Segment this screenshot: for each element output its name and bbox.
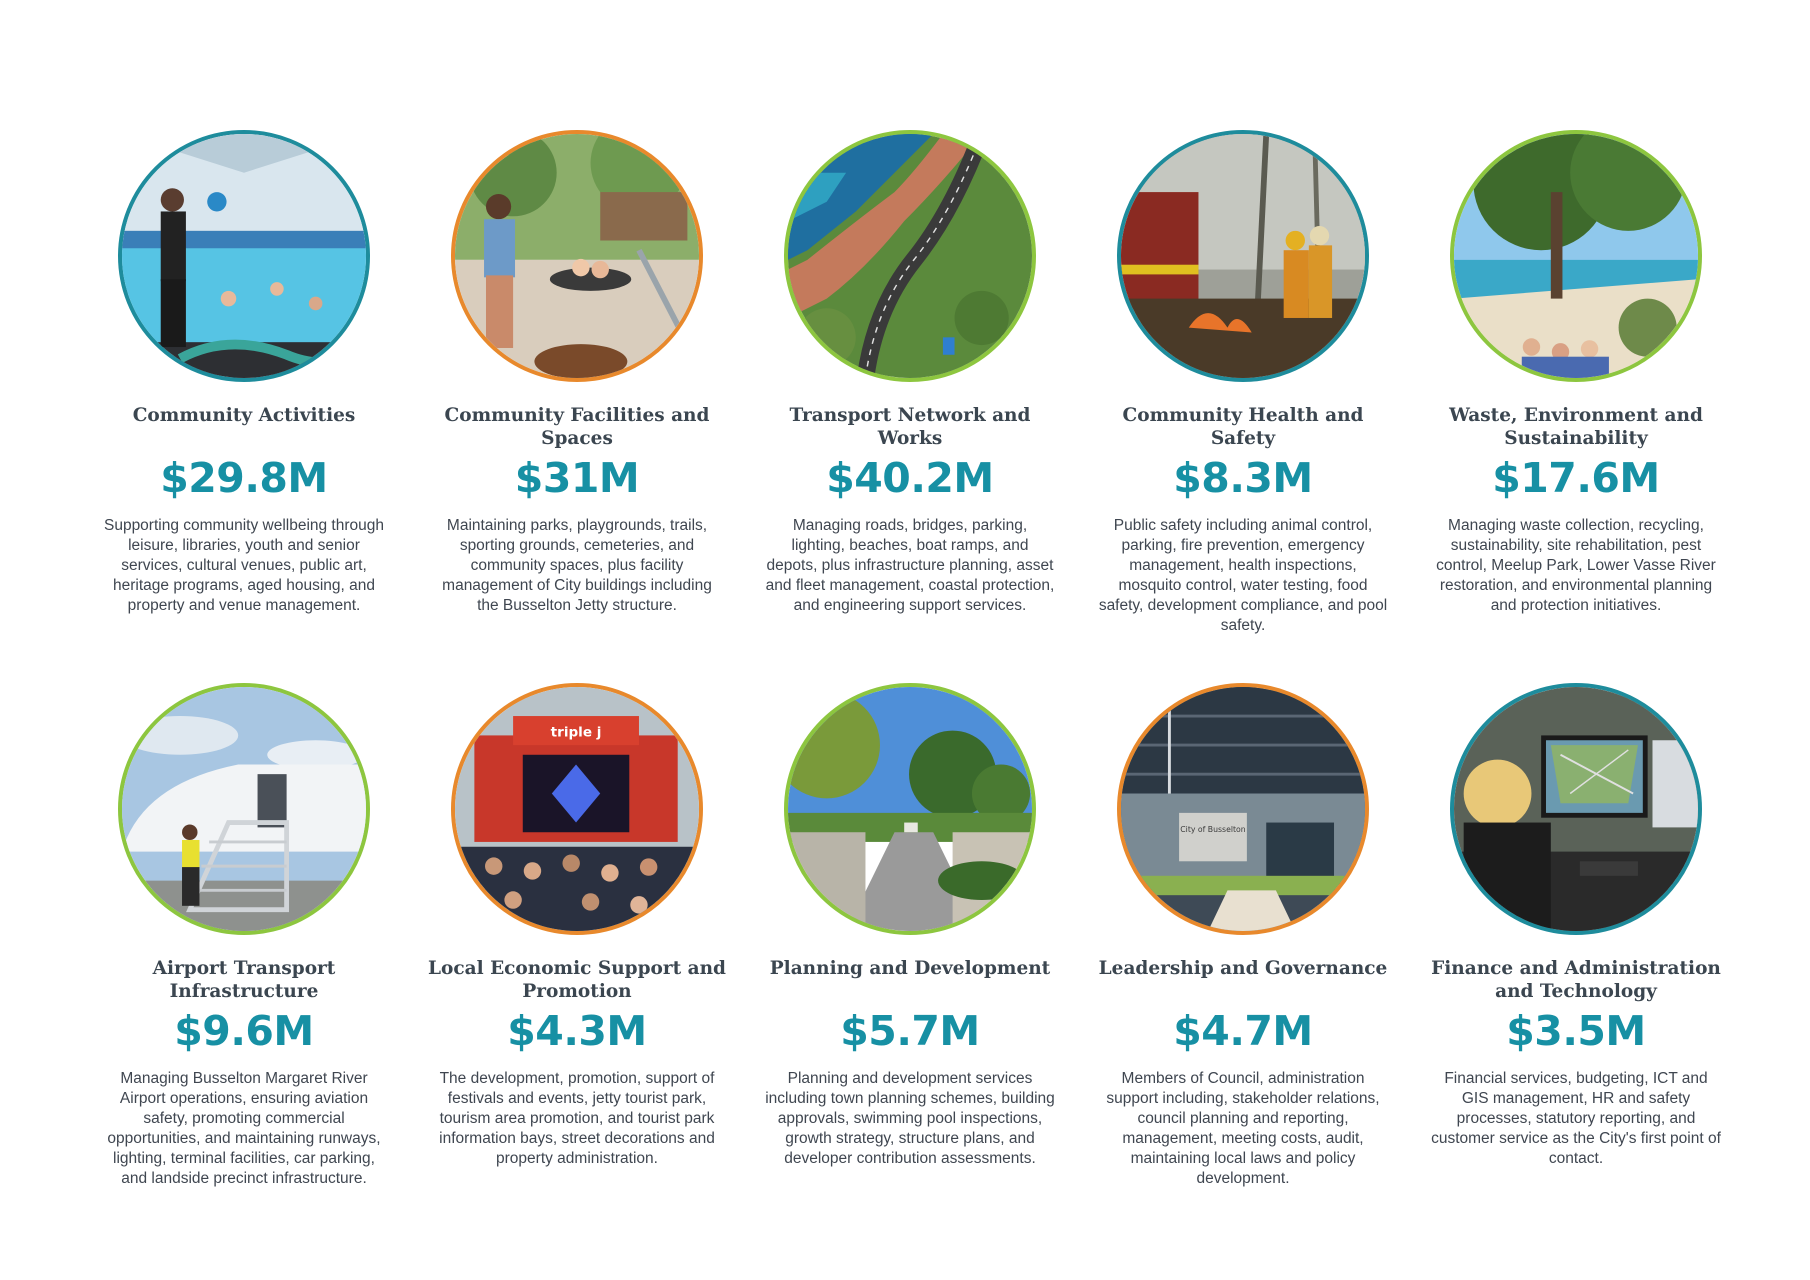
card-title: Community Health and Safety xyxy=(1122,405,1364,449)
budget-amount: $3.5M xyxy=(1506,1007,1646,1055)
card-description: Planning and development services including town planning schemes, building approvals, swimming pool inspections, growth strategy, structure plans, and developer contribution assessments. xyxy=(765,1070,1055,1167)
card-title: Planning and Development xyxy=(769,958,1051,979)
card-airport-transport xyxy=(94,683,394,1189)
card-title: Transport Network and Works xyxy=(789,405,1031,449)
card-community-health xyxy=(1093,130,1393,636)
card-description: Managing waste collection, recycling, sustainability, site rehabilitation, pest control, Meelup Park, Lower Vasse River restoration, and environmental planning and protection initiatives. xyxy=(1436,517,1716,614)
card-description: Members of Council, administration support including, stakeholder relations, council planning and reporting, management, meeting costs, audit, maintaining local laws and policy development. xyxy=(1106,1070,1380,1187)
card-title: Waste, Environment and Sustainability xyxy=(1449,405,1703,449)
beach-photo xyxy=(1450,130,1702,382)
card-title: Finance and Administration and Technology xyxy=(1431,958,1721,1002)
card-community-activities xyxy=(94,130,394,616)
festival-stage-photo xyxy=(451,683,703,935)
budget-amount: $29.8M xyxy=(160,454,328,502)
card-waste-environment xyxy=(1426,130,1726,616)
administration-building-photo xyxy=(1117,683,1369,935)
card-description: Supporting community wellbeing through leisure, libraries, youth and senior services, cultural venues, public art, heritage programs, aged housing, and property and venue management. xyxy=(103,517,385,614)
card-title: Community Facilities and Spaces xyxy=(444,405,710,449)
card-description: Financial services, budgeting, ICT and GIS management, HR and safety processes, statutory reporting, and customer service as the City's first point of contact. xyxy=(1431,1070,1721,1167)
budget-amount: $9.6M xyxy=(174,1007,314,1055)
budget-amount: $8.3M xyxy=(1173,454,1313,502)
card-description: Public safety including animal control, parking, fire prevention, emergency management, health inspections, mosquito control, water testing, food safety, development compliance, and pool safety. xyxy=(1098,517,1388,634)
card-title: Local Economic Support and Promotion xyxy=(428,958,726,1002)
budget-amount: $31M xyxy=(514,454,640,502)
card-description: Managing roads, bridges, parking, lighting, beaches, boat ramps, and depots, plus infrastructure planning, asset and fleet management, coastal protection, and engineering support services. xyxy=(765,517,1055,614)
airplane-photo xyxy=(118,683,370,935)
card-description: The development, promotion, support of festivals and events, jetty tourist park, tourism area promotion, and tourist park information bays, street decorations and property administration. xyxy=(439,1070,715,1167)
card-description: Maintaining parks, playgrounds, trails, sporting grounds, cemeteries, and community spaces, plus facility management of City buildings including the Busselton Jetty structure. xyxy=(442,517,712,614)
coastal-road-photo xyxy=(784,130,1036,382)
card-description: Managing Busselton Margaret River Airport operations, ensuring aviation safety, promoting commercial opportunities, and maintaining runways, lighting, terminal facilities, car parking, and landside precinct infrastructure. xyxy=(107,1070,381,1187)
card-planning-development xyxy=(760,683,1060,1169)
budget-amount: $40.2M xyxy=(826,454,994,502)
street-trees-photo xyxy=(784,683,1036,935)
budget-amount: $4.7M xyxy=(1173,1007,1313,1055)
card-community-facilities xyxy=(427,130,727,616)
card-title: Community Activities xyxy=(132,405,356,426)
card-title: Airport Transport Infrastructure xyxy=(152,958,336,1002)
swimming-pool-photo xyxy=(118,130,370,382)
budget-amount: $5.7M xyxy=(840,1007,980,1055)
gis-monitors-photo xyxy=(1450,683,1702,935)
card-leadership-governance xyxy=(1093,683,1393,1189)
budget-amount: $17.6M xyxy=(1492,454,1660,502)
card-transport-network xyxy=(760,130,1060,616)
stage-sign: triple j xyxy=(550,724,602,741)
budget-amount: $4.3M xyxy=(507,1007,647,1055)
playground-photo xyxy=(451,130,703,382)
card-title: Leadership and Governance xyxy=(1098,958,1388,979)
card-finance-administration xyxy=(1426,683,1726,1169)
firefighters-photo xyxy=(1117,130,1369,382)
building-sign: City of Busselton xyxy=(1180,825,1246,835)
card-local-economic xyxy=(427,683,727,1169)
